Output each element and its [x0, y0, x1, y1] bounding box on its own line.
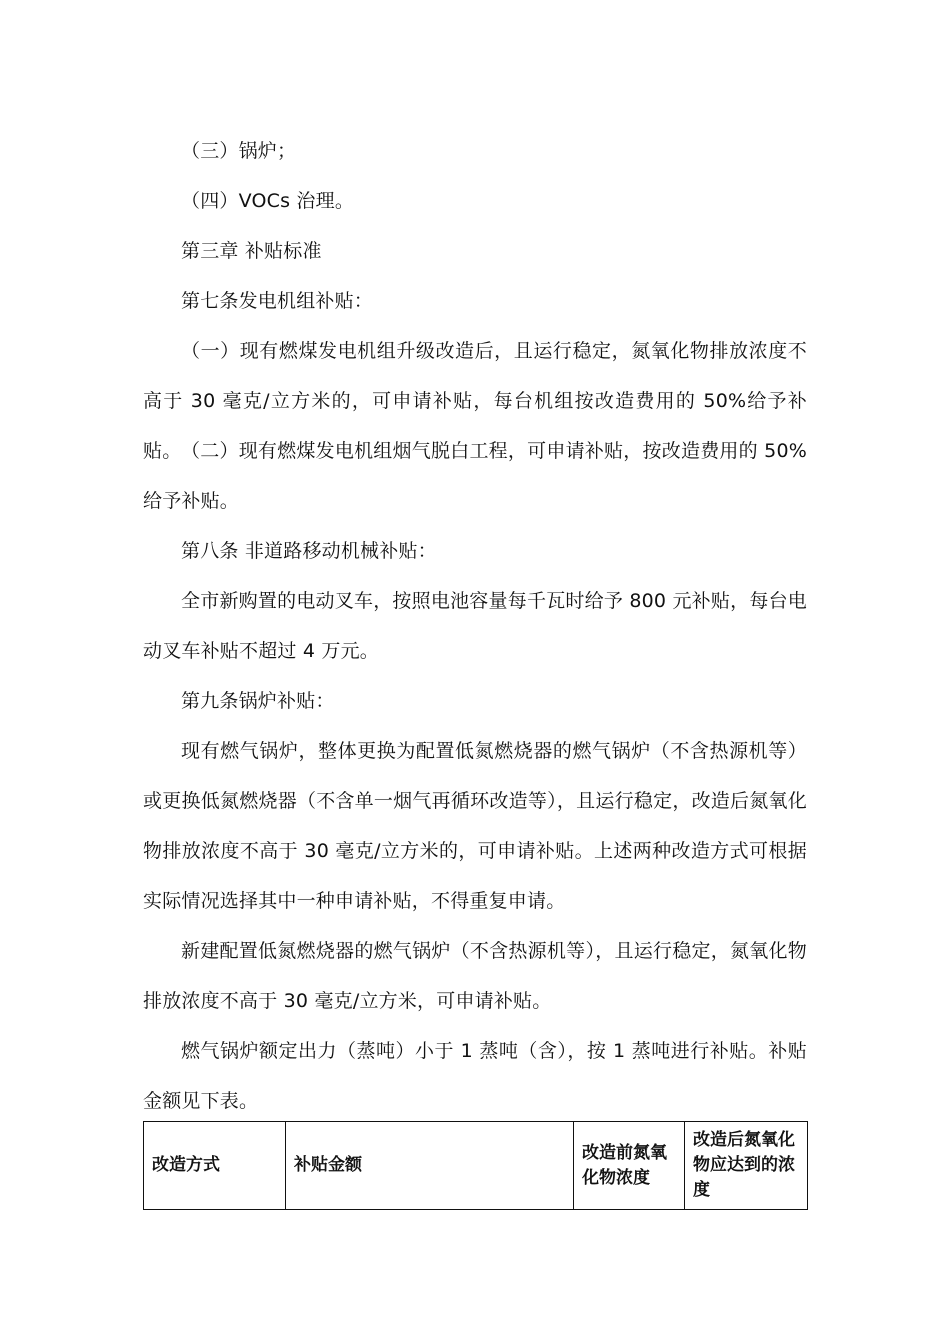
table-header-cell: 改造后氮氧化物应达到的浓度 [685, 1122, 808, 1210]
table-header-cell: 改造前氮氧化物浓度 [574, 1122, 685, 1210]
table-header-cell: 补贴金额 [286, 1122, 574, 1210]
chapter-heading: 第三章 补贴标准 [181, 240, 322, 262]
article-9-new-boiler: 新建配置低氮燃烧器的燃气锅炉（不含热源机等），且运行稳定，氮氧化物排放浓度不高于 30 毫克/立方米，可申请补贴。 [143, 940, 807, 1012]
list-item-vocs: （四）VOCs 治理。 [181, 190, 355, 212]
table-header-row [144, 1122, 808, 1210]
subsidy-table [143, 1121, 808, 1210]
article-8-body: 全市新购置的电动叉车，按照电池容量每千瓦时给予 800 元补贴，每台电动叉车补贴不超过 4 万元。 [143, 590, 807, 662]
table-header-cell: 改造方式 [144, 1122, 286, 1210]
article-9-existing-boiler: 现有燃气锅炉，整体更换为配置低氮燃烧器的燃气锅炉（不含热源机等）或更换低氮燃烧器（不含单一烟气再循环改造等），且运行稳定，改造后氮氧化物排放浓度不高于 30 毫克/立方米的，可申请补贴。上述两种改造方式可根据实际情况选择其中一种申请补贴，不得重复申请。 [143, 740, 807, 912]
article-9-rated-output: 燃气锅炉额定出力（蒸吨）小于 1 蒸吨（含），按 1 蒸吨进行补贴。补贴金额见下表。 [143, 1040, 807, 1112]
article-8-heading: 第八条 非道路移动机械补贴： [181, 540, 437, 562]
article-7-item-1: （一）现有燃煤发电机组升级改造后，且运行稳定，氮氧化物排放浓度不高于 30 毫克/立方米的，可申请补贴，每台机组按改造费用的 50%给予补贴。 [143, 340, 807, 462]
article-9-heading: 第九条锅炉补贴： [181, 690, 335, 712]
list-item-boiler: （三）锅炉； [181, 140, 297, 162]
article-7-heading: 第七条发电机组补贴： [181, 290, 374, 312]
article-7-item-2: （二）现有燃煤发电机组烟气脱白工程，可申请补贴，按改造费用的 50%给予补贴。 [143, 440, 807, 512]
